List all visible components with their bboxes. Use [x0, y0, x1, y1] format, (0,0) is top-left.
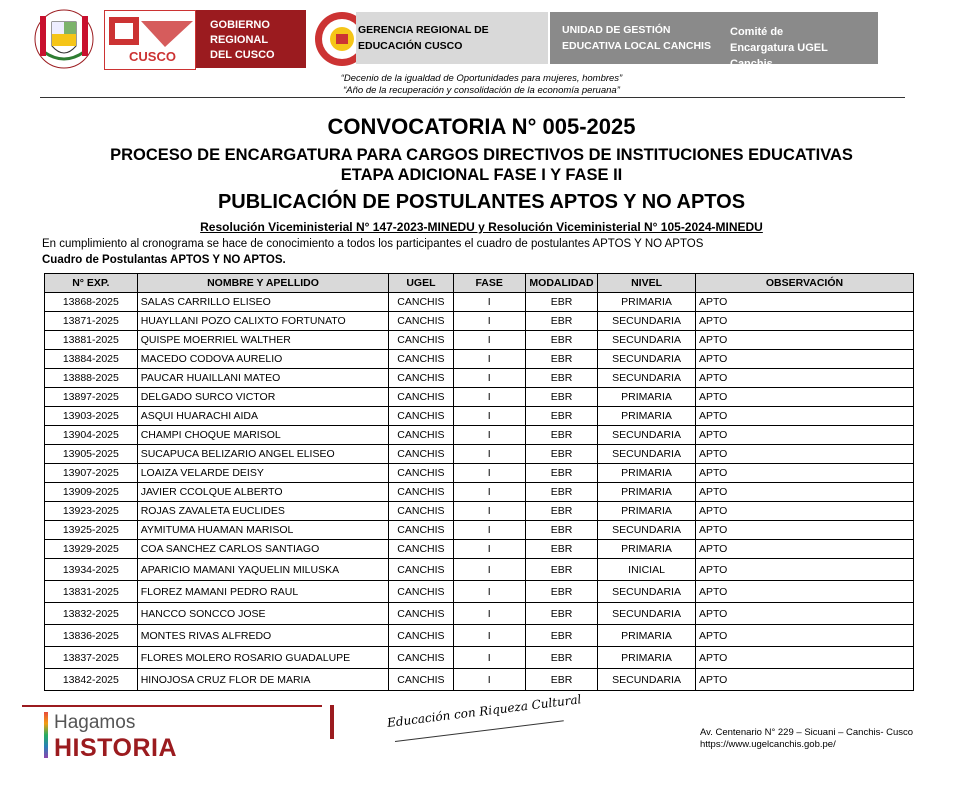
- cell-nivel: PRIMARIA: [598, 540, 696, 559]
- cell-observacion: APTO: [695, 426, 913, 445]
- peru-coat-of-arms-icon: [30, 8, 98, 70]
- cell-modalidad: EBR: [525, 464, 597, 483]
- cell-observacion: APTO: [695, 581, 913, 603]
- cell-fase: I: [453, 669, 525, 691]
- cell-nivel: PRIMARIA: [598, 293, 696, 312]
- table-row: [45, 464, 914, 483]
- table-row: [45, 445, 914, 464]
- col-fase: FASE: [453, 274, 525, 293]
- cell-name: APARICIO MAMANI YAQUELIN MILUSKA: [137, 559, 389, 581]
- col-modalidad: MODALIDAD: [525, 274, 597, 293]
- cell-fase: I: [453, 331, 525, 350]
- cell-exp: 13903-2025: [45, 407, 138, 426]
- historia-text: HISTORIA: [54, 734, 177, 762]
- cell-modalidad: EBR: [525, 502, 597, 521]
- table-body: [45, 293, 914, 691]
- cell-fase: I: [453, 647, 525, 669]
- cell-name: ASQUI HUARACHI AIDA: [137, 407, 389, 426]
- cell-observacion: APTO: [695, 540, 913, 559]
- cell-nivel: INICIAL: [598, 559, 696, 581]
- cell-name: DELGADO SURCO VICTOR: [137, 388, 389, 407]
- cell-exp: 13836-2025: [45, 625, 138, 647]
- table-row: [45, 293, 914, 312]
- publication-title: PUBLICACIÓN DE POSTULANTES APTOS Y NO APTOS: [217, 191, 746, 213]
- col-exp: N° EXP.: [45, 274, 138, 293]
- slogans: [0, 73, 963, 97]
- cell-ugel: CANCHIS: [389, 350, 453, 369]
- cell-exp: 13905-2025: [45, 445, 138, 464]
- cell-nivel: SECUNDARIA: [598, 331, 696, 350]
- table-row: [45, 407, 914, 426]
- cell-fase: I: [453, 388, 525, 407]
- committee-label: Comité de Encargatura UGEL Canchis: [730, 26, 828, 70]
- cell-fase: I: [453, 603, 525, 625]
- header: [30, 8, 880, 70]
- cell-modalidad: EBR: [525, 331, 597, 350]
- cell-fase: I: [453, 407, 525, 426]
- cell-observacion: APTO: [695, 445, 913, 464]
- footer-divider: [22, 705, 322, 707]
- cell-ugel: CANCHIS: [389, 502, 453, 521]
- cell-ugel: CANCHIS: [389, 388, 453, 407]
- cell-ugel: CANCHIS: [389, 407, 453, 426]
- cell-nivel: SECUNDARIA: [598, 369, 696, 388]
- cell-fase: I: [453, 625, 525, 647]
- table-row: [45, 483, 914, 502]
- cell-ugel: CANCHIS: [389, 540, 453, 559]
- cell-ugel: CANCHIS: [389, 445, 453, 464]
- table-row: [45, 581, 914, 603]
- cell-fase: I: [453, 502, 525, 521]
- cell-name: FLORES MOLERO ROSARIO GUADALUPE: [137, 647, 389, 669]
- table-caption: Cuadro de Postulantas APTOS Y NO APTOS.: [42, 254, 286, 266]
- table-row: [45, 559, 914, 581]
- cell-name: SUCAPUCA BELIZARIO ANGEL ELISEO: [137, 445, 389, 464]
- cell-modalidad: EBR: [525, 293, 597, 312]
- table-row: [45, 331, 914, 350]
- cell-name: SALAS CARRILLO ELISEO: [137, 293, 389, 312]
- cell-observacion: APTO: [695, 331, 913, 350]
- cell-nivel: PRIMARIA: [598, 502, 696, 521]
- slogan-1: “Decenio de la igualdad de Oportunidades para mujeres, hombres”: [340, 73, 623, 84]
- cell-ugel: CANCHIS: [389, 647, 453, 669]
- cell-observacion: APTO: [695, 625, 913, 647]
- table-row: [45, 350, 914, 369]
- cell-exp: 13871-2025: [45, 312, 138, 331]
- footer-divider-vertical: [330, 705, 334, 739]
- cell-observacion: APTO: [695, 483, 913, 502]
- cell-name: PAUCAR HUAILLANI MATEO: [137, 369, 389, 388]
- cell-modalidad: EBR: [525, 407, 597, 426]
- cell-nivel: PRIMARIA: [598, 647, 696, 669]
- cell-name: JAVIER CCOLQUE ALBERTO: [137, 483, 389, 502]
- cell-modalidad: EBR: [525, 647, 597, 669]
- cell-exp: 13884-2025: [45, 350, 138, 369]
- cell-observacion: APTO: [695, 669, 913, 691]
- cell-name: HINOJOSA CRUZ FLOR DE MARIA: [137, 669, 389, 691]
- grc-label-text: GERENCIA REGIONAL DE EDUCACIÓN CUSCO: [358, 24, 489, 52]
- cell-ugel: CANCHIS: [389, 426, 453, 445]
- cell-fase: I: [453, 559, 525, 581]
- cell-nivel: PRIMARIA: [598, 625, 696, 647]
- cell-modalidad: EBR: [525, 581, 597, 603]
- cell-fase: I: [453, 483, 525, 502]
- cell-ugel: CANCHIS: [389, 331, 453, 350]
- cell-exp: 13909-2025: [45, 483, 138, 502]
- table-row: [45, 312, 914, 331]
- cell-name: AYMITUMA HUAMAN MARISOL: [137, 521, 389, 540]
- cell-name: CHAMPI CHOQUE MARISOL: [137, 426, 389, 445]
- cell-nivel: SECUNDARIA: [598, 581, 696, 603]
- slogan-2: “Año de la recuperación y consolidación de la economía peruana”: [343, 85, 620, 96]
- motto-text: Educación con Riqueza Cultural: [386, 692, 583, 730]
- cell-ugel: CANCHIS: [389, 625, 453, 647]
- cell-modalidad: EBR: [525, 540, 597, 559]
- cell-exp: 13888-2025: [45, 369, 138, 388]
- cell-observacion: APTO: [695, 464, 913, 483]
- col-name: NOMBRE Y APELLIDO: [137, 274, 389, 293]
- cell-nivel: PRIMARIA: [598, 464, 696, 483]
- intro-text: En cumplimiento al cronograma se hace de conocimiento a todos los participantes el cuadro de postulantes APTOS Y NO APTOS: [42, 238, 704, 250]
- cell-fase: I: [453, 521, 525, 540]
- col-ugel: UGEL: [389, 274, 453, 293]
- cell-fase: I: [453, 369, 525, 388]
- cell-exp: 13907-2025: [45, 464, 138, 483]
- page-title: CONVOCATORIA N° 005-2025: [327, 114, 636, 139]
- gob-label-text: GOBIERNO REGIONAL DEL CUSCO: [210, 19, 275, 61]
- cell-fase: I: [453, 445, 525, 464]
- cell-name: LOAIZA VELARDE DEISY: [137, 464, 389, 483]
- cell-ugel: CANCHIS: [389, 521, 453, 540]
- cell-fase: I: [453, 464, 525, 483]
- cell-observacion: APTO: [695, 312, 913, 331]
- cell-ugel: CANCHIS: [389, 669, 453, 691]
- cell-observacion: APTO: [695, 293, 913, 312]
- ugel-header: [550, 12, 878, 70]
- cell-observacion: APTO: [695, 603, 913, 625]
- cell-observacion: APTO: [695, 407, 913, 426]
- cell-modalidad: EBR: [525, 369, 597, 388]
- cell-fase: I: [453, 540, 525, 559]
- cell-fase: I: [453, 350, 525, 369]
- cell-modalidad: EBR: [525, 669, 597, 691]
- gobierno-regional-label: [196, 10, 306, 68]
- process-line: PROCESO DE ENCARGATURA PARA CARGOS DIRECTIVOS DE INSTITUCIONES EDUCATIVAS: [110, 146, 853, 164]
- cell-nivel: PRIMARIA: [598, 388, 696, 407]
- cell-nivel: SECUNDARIA: [598, 603, 696, 625]
- cell-observacion: APTO: [695, 502, 913, 521]
- cell-modalidad: EBR: [525, 312, 597, 331]
- cell-exp: 13868-2025: [45, 293, 138, 312]
- table-header-row: [45, 274, 914, 293]
- cell-modalidad: EBR: [525, 521, 597, 540]
- resolutions-line: Resolución Viceministerial N° 147-2023-MINEDU y Resolución Viceministerial N° 105-2024-MINEDU: [200, 220, 763, 234]
- cell-name: FLOREZ MAMANI PEDRO RAUL: [137, 581, 389, 603]
- cell-exp: 13842-2025: [45, 669, 138, 691]
- cell-ugel: CANCHIS: [389, 369, 453, 388]
- cell-observacion: APTO: [695, 369, 913, 388]
- gerencia-regional-label: [356, 12, 548, 64]
- cell-nivel: SECUNDARIA: [598, 350, 696, 369]
- gobierno-regional-logo: [104, 10, 196, 70]
- cell-modalidad: EBR: [525, 350, 597, 369]
- cell-exp: 13923-2025: [45, 502, 138, 521]
- footer-address: [700, 727, 913, 751]
- cell-observacion: APTO: [695, 521, 913, 540]
- cell-name: HANCCO SONCCO JOSE: [137, 603, 389, 625]
- address-text: Av. Centenario N° 229 – Sicuani – Canchis- Cusco: [700, 727, 914, 738]
- process-title: [0, 145, 963, 185]
- cell-nivel: SECUNDARIA: [598, 521, 696, 540]
- cell-name: MONTES RIVAS ALFREDO: [137, 625, 389, 647]
- cell-name: QUISPE MOERRIEL WALTHER: [137, 331, 389, 350]
- cell-exp: 13831-2025: [45, 581, 138, 603]
- cell-modalidad: EBR: [525, 388, 597, 407]
- cell-observacion: APTO: [695, 559, 913, 581]
- cell-observacion: APTO: [695, 350, 913, 369]
- cell-nivel: SECUNDARIA: [598, 669, 696, 691]
- cell-exp: 13897-2025: [45, 388, 138, 407]
- cell-name: ROJAS ZAVALETA EUCLIDES: [137, 502, 389, 521]
- hagamos-text: Hagamos: [54, 712, 136, 733]
- cell-modalidad: EBR: [525, 483, 597, 502]
- stage-line: ETAPA ADICIONAL FASE I Y FASE II: [340, 166, 623, 184]
- applicants-table: [44, 273, 914, 691]
- cell-ugel: CANCHIS: [389, 464, 453, 483]
- cell-exp: 13881-2025: [45, 331, 138, 350]
- cell-exp: 13904-2025: [45, 426, 138, 445]
- cell-ugel: CANCHIS: [389, 293, 453, 312]
- cell-modalidad: EBR: [525, 625, 597, 647]
- cell-ugel: CANCHIS: [389, 483, 453, 502]
- table-row: [45, 388, 914, 407]
- cell-ugel: CANCHIS: [389, 559, 453, 581]
- col-nivel: NIVEL: [598, 274, 696, 293]
- table-row: [45, 540, 914, 559]
- table-row: [45, 625, 914, 647]
- cell-nivel: SECUNDARIA: [598, 445, 696, 464]
- cell-name: HUAYLLANI POZO CALIXTO FORTUNATO: [137, 312, 389, 331]
- cell-nivel: PRIMARIA: [598, 407, 696, 426]
- header-divider: [40, 97, 905, 98]
- table-row: [45, 647, 914, 669]
- cell-name: COA SANCHEZ CARLOS SANTIAGO: [137, 540, 389, 559]
- cell-fase: I: [453, 312, 525, 331]
- cell-exp: 13934-2025: [45, 559, 138, 581]
- cell-fase: I: [453, 581, 525, 603]
- cell-ugel: CANCHIS: [389, 581, 453, 603]
- cell-fase: I: [453, 426, 525, 445]
- gob-logo-text: CUSCO: [129, 49, 176, 64]
- cell-exp: 13837-2025: [45, 647, 138, 669]
- cell-observacion: APTO: [695, 388, 913, 407]
- cell-exp: 13832-2025: [45, 603, 138, 625]
- cell-ugel: CANCHIS: [389, 603, 453, 625]
- website-link[interactable]: https://www.ugelcanchis.gob.pe/: [700, 739, 836, 750]
- cell-fase: I: [453, 293, 525, 312]
- col-observacion: OBSERVACIÓN: [695, 274, 913, 293]
- table-row: [45, 426, 914, 445]
- hagamos-historia-bar: [44, 712, 48, 758]
- table-row: [45, 521, 914, 540]
- cell-exp: 13925-2025: [45, 521, 138, 540]
- cell-modalidad: EBR: [525, 445, 597, 464]
- cell-nivel: SECUNDARIA: [598, 426, 696, 445]
- table-row: [45, 502, 914, 521]
- table-row: [45, 603, 914, 625]
- cell-observacion: APTO: [695, 647, 913, 669]
- ugel-label-text: UNIDAD DE GESTIÓN EDUCATIVA LOCAL CANCHIS: [562, 24, 711, 52]
- table-row: [45, 669, 914, 691]
- cell-modalidad: EBR: [525, 559, 597, 581]
- cell-nivel: SECUNDARIA: [598, 312, 696, 331]
- cell-modalidad: EBR: [525, 426, 597, 445]
- cell-ugel: CANCHIS: [389, 312, 453, 331]
- cell-nivel: PRIMARIA: [598, 483, 696, 502]
- cell-modalidad: EBR: [525, 603, 597, 625]
- table-row: [45, 369, 914, 388]
- cell-name: MACEDO CODOVA AURELIO: [137, 350, 389, 369]
- cell-exp: 13929-2025: [45, 540, 138, 559]
- cusco-emblem-icon: [105, 11, 195, 53]
